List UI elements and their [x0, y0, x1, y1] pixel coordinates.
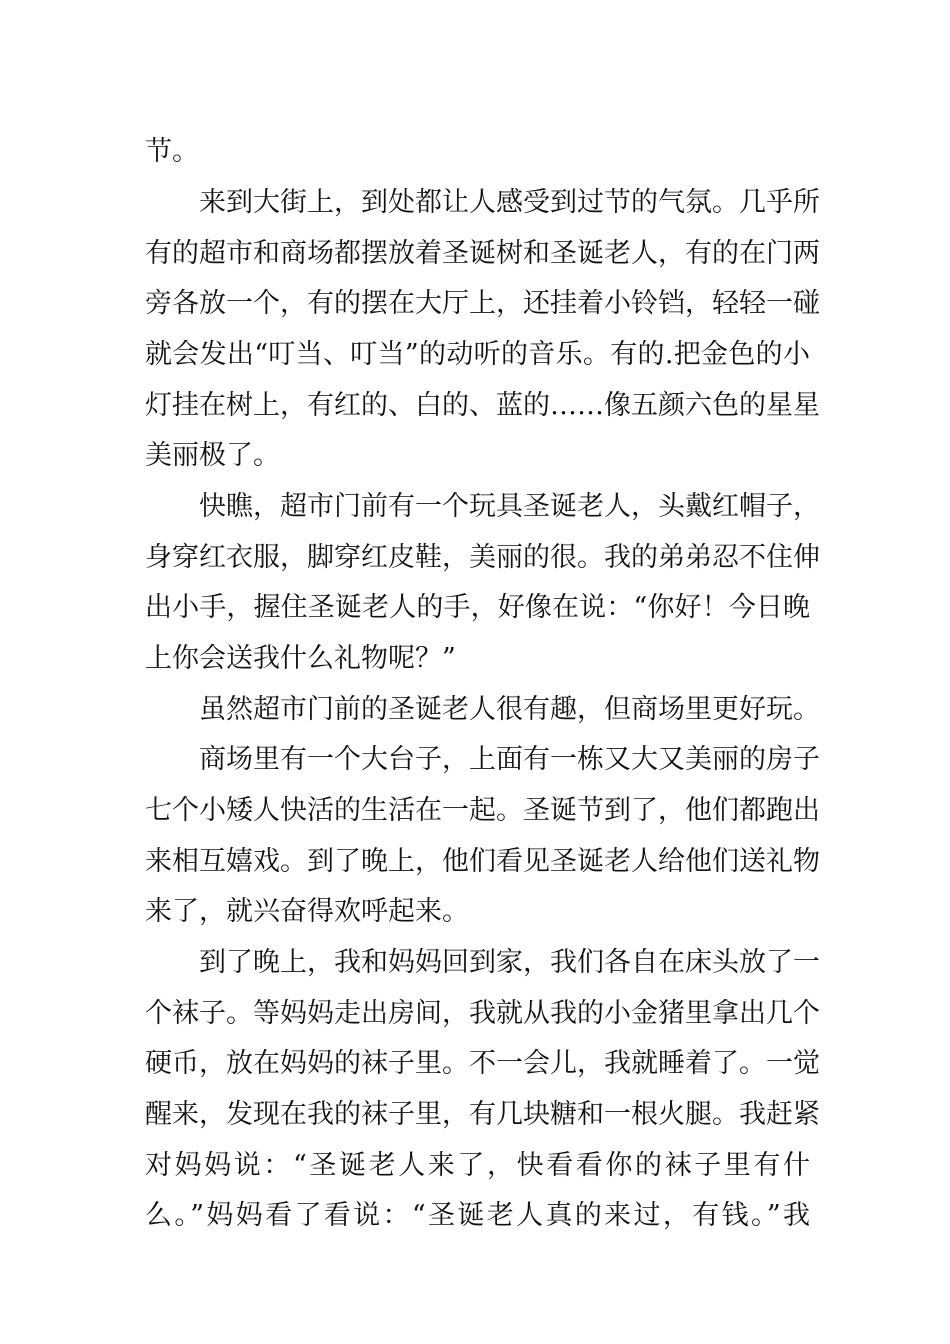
text-line: 七个小矮人快活的生活在一起。圣诞节到了，他们都跑出	[145, 795, 820, 826]
text-line: 快瞧，超市门前有一个玩具圣诞老人，头戴红帽子，	[199, 491, 820, 522]
text-line: 旁各放一个，有的摆在大厅上，还挂着小铃铛，轻轻一碰	[145, 288, 820, 319]
text-line: 上你会送我什么礼物呢？”	[145, 643, 456, 674]
text-line: 灯挂在树上，有红的、白的、蓝的……像五颜六色的星星	[145, 390, 820, 421]
text-line: 醒来，发现在我的袜子里，有几块糖和一根火腿。我赶紧	[145, 1099, 820, 1130]
text-line: 出小手，握住圣诞老人的手，好像在说：“你好！今日晚	[145, 592, 810, 623]
text-line: 来相互嬉戏。到了晚上，他们看见圣诞老人给他们送礼物	[145, 846, 820, 877]
text-line: 来到大街上，到处都让人感受到过节的气氛。几乎所	[199, 187, 820, 218]
text-line: 美丽极了。	[145, 440, 280, 471]
text-line: 身穿红衣服，脚穿红皮鞋，美丽的很。我的弟弟忍不住伸	[145, 542, 820, 573]
text-line: 么。”妈妈看了看说：“圣诞老人真的来过，有钱。”我	[145, 1200, 810, 1231]
text-line: 虽然超市门前的圣诞老人很有趣，但商场里更好玩。	[199, 694, 820, 725]
text-line: 到了晚上，我和妈妈回到家，我们各自在床头放了一	[199, 947, 820, 978]
text-line: 来了，就兴奋得欢呼起来。	[145, 896, 469, 927]
text-line: 就会发出“叮当、叮当”的动听的音乐。有的.把金色的小	[145, 339, 810, 370]
text-line: 节。	[145, 136, 199, 167]
text-line: 商场里有一个大台子，上面有一栋又大又美丽的房子	[199, 744, 820, 775]
text-line: 对妈妈说：“圣诞老人来了，快看看你的袜子里有什	[145, 1150, 810, 1181]
text-line: 个袜子。等妈妈走出房间，我就从我的小金猪里拿出几个	[145, 998, 820, 1029]
text-line: 有的超市和商场都摆放着圣诞树和圣诞老人，有的在门两	[145, 238, 820, 269]
text-line: 硬币，放在妈妈的袜子里。不一会儿，我就睡着了。一觉	[145, 1048, 820, 1079]
